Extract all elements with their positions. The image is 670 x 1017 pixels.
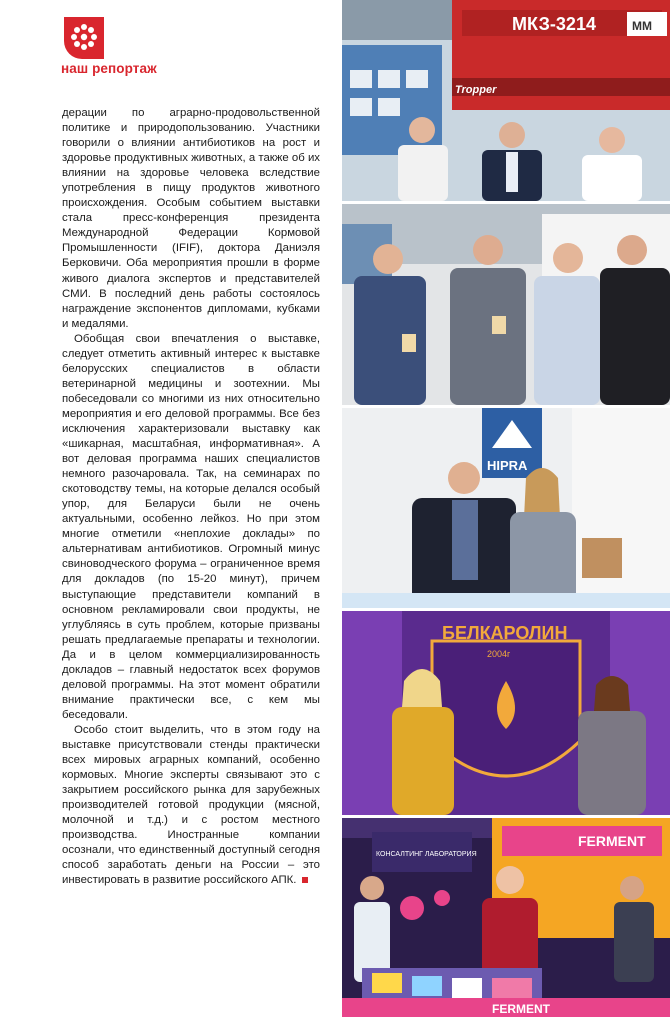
article-body [62,106,320,888]
article-paragraph: Обобщая свои впечатления о выставке, следует отметить активный интерес к выставке белорусских специалистов в области ветеринарной медицины и зоотехнии. Мы побеседовали со многими из них относительно мероприятия и его деловой программы. Все без исключения характеризовали выставку как «шикарная, масштабная, информативная». А вот деловая программа наших специалистов немного разочаровала. Так, на семинарах по скотоводству темы, на которые делался особый упор, для Беларуси были не очень актуальными, особенно лейкоз. Но при этом многие отметили «неплохие доклады» по альтернативам антибиотиков. Огромный минус свиноводческого форума – ограниченное время для докладов (по 15-20 минут), причем выступающие представители компаний в основном рекламировали свои продукты, не углубляясь в суть проблем, которые призваны решать предлагаемые препараты и технологии. Да и в целом коммерциализированность докладов – главный недостаток всех форумов деловой программы. На этот момент обратили внимание практически все, с кем мы беседовали. [62,332,320,721]
ferment-logo-text: FERMENT [578,833,646,849]
hipra-logo-text: HIPRA [487,458,528,473]
photo-hipra-stand [342,408,670,608]
photo-belkarolin-stand [342,611,670,815]
banner-text: КОНСАЛТИНГ ЛАБОРАТОРИЯ [376,851,477,858]
article-paragraph: дерации по аграрно-продовольственной политике и природопользованию. Участники говорили о влиянии антибиотиков на рост и здоровье продуктивных животных, а также об их влиянии на здоровье человека вследствие употребления в пищу продуктов животного происхождения. Особым событием выставки стала пресс-конференция президента Международной Федерации Кормовой Промышленности (IFIF), доктора Даниэля Берковичи. Оба мероприятия прошли в форме живого диалога экспертов и представителей СМИ. В последний день работы состоялось награждение экспонентов дипломами, кубками и медалями. [62,107,320,330]
belkarolin-year-text: 2004г [487,649,511,659]
flower-logo-icon [64,17,104,59]
photo-column [342,0,670,1017]
machine-brand-text: Tropper [455,84,497,96]
machine-sign-badge: ММ [632,19,652,33]
machine-sign-text: МКЗ-3214 [512,14,596,34]
photo-four-men [342,204,670,405]
photo-exhibition-booth-men [342,0,670,201]
section-header [61,17,181,79]
section-label: наш репортаж [61,61,157,76]
article-paragraph-text: Особо стоит выделить, что в этом году на выставке присутствовали стенды практически всех мировых аграрных компаний, особенно кормовых. Многие эксперты связывают это с закрытием российского рынка для зарубежных производителей готовой продукции (мясной, молочной и т.д.) и с ростом местного производства. Иностранные компании осознали, что единственный доступный сегодня способ заработать деньги на России – это инвестировать в развитие российского АПК. [62,723,320,887]
ferment-bottom-text: FERMENT [492,1002,550,1016]
belkarolin-logo-text: БЕЛКАРОЛИН [442,623,568,643]
article-paragraph [62,723,320,889]
photo-ferment-stand [342,818,670,1017]
article-end-mark [302,877,308,883]
